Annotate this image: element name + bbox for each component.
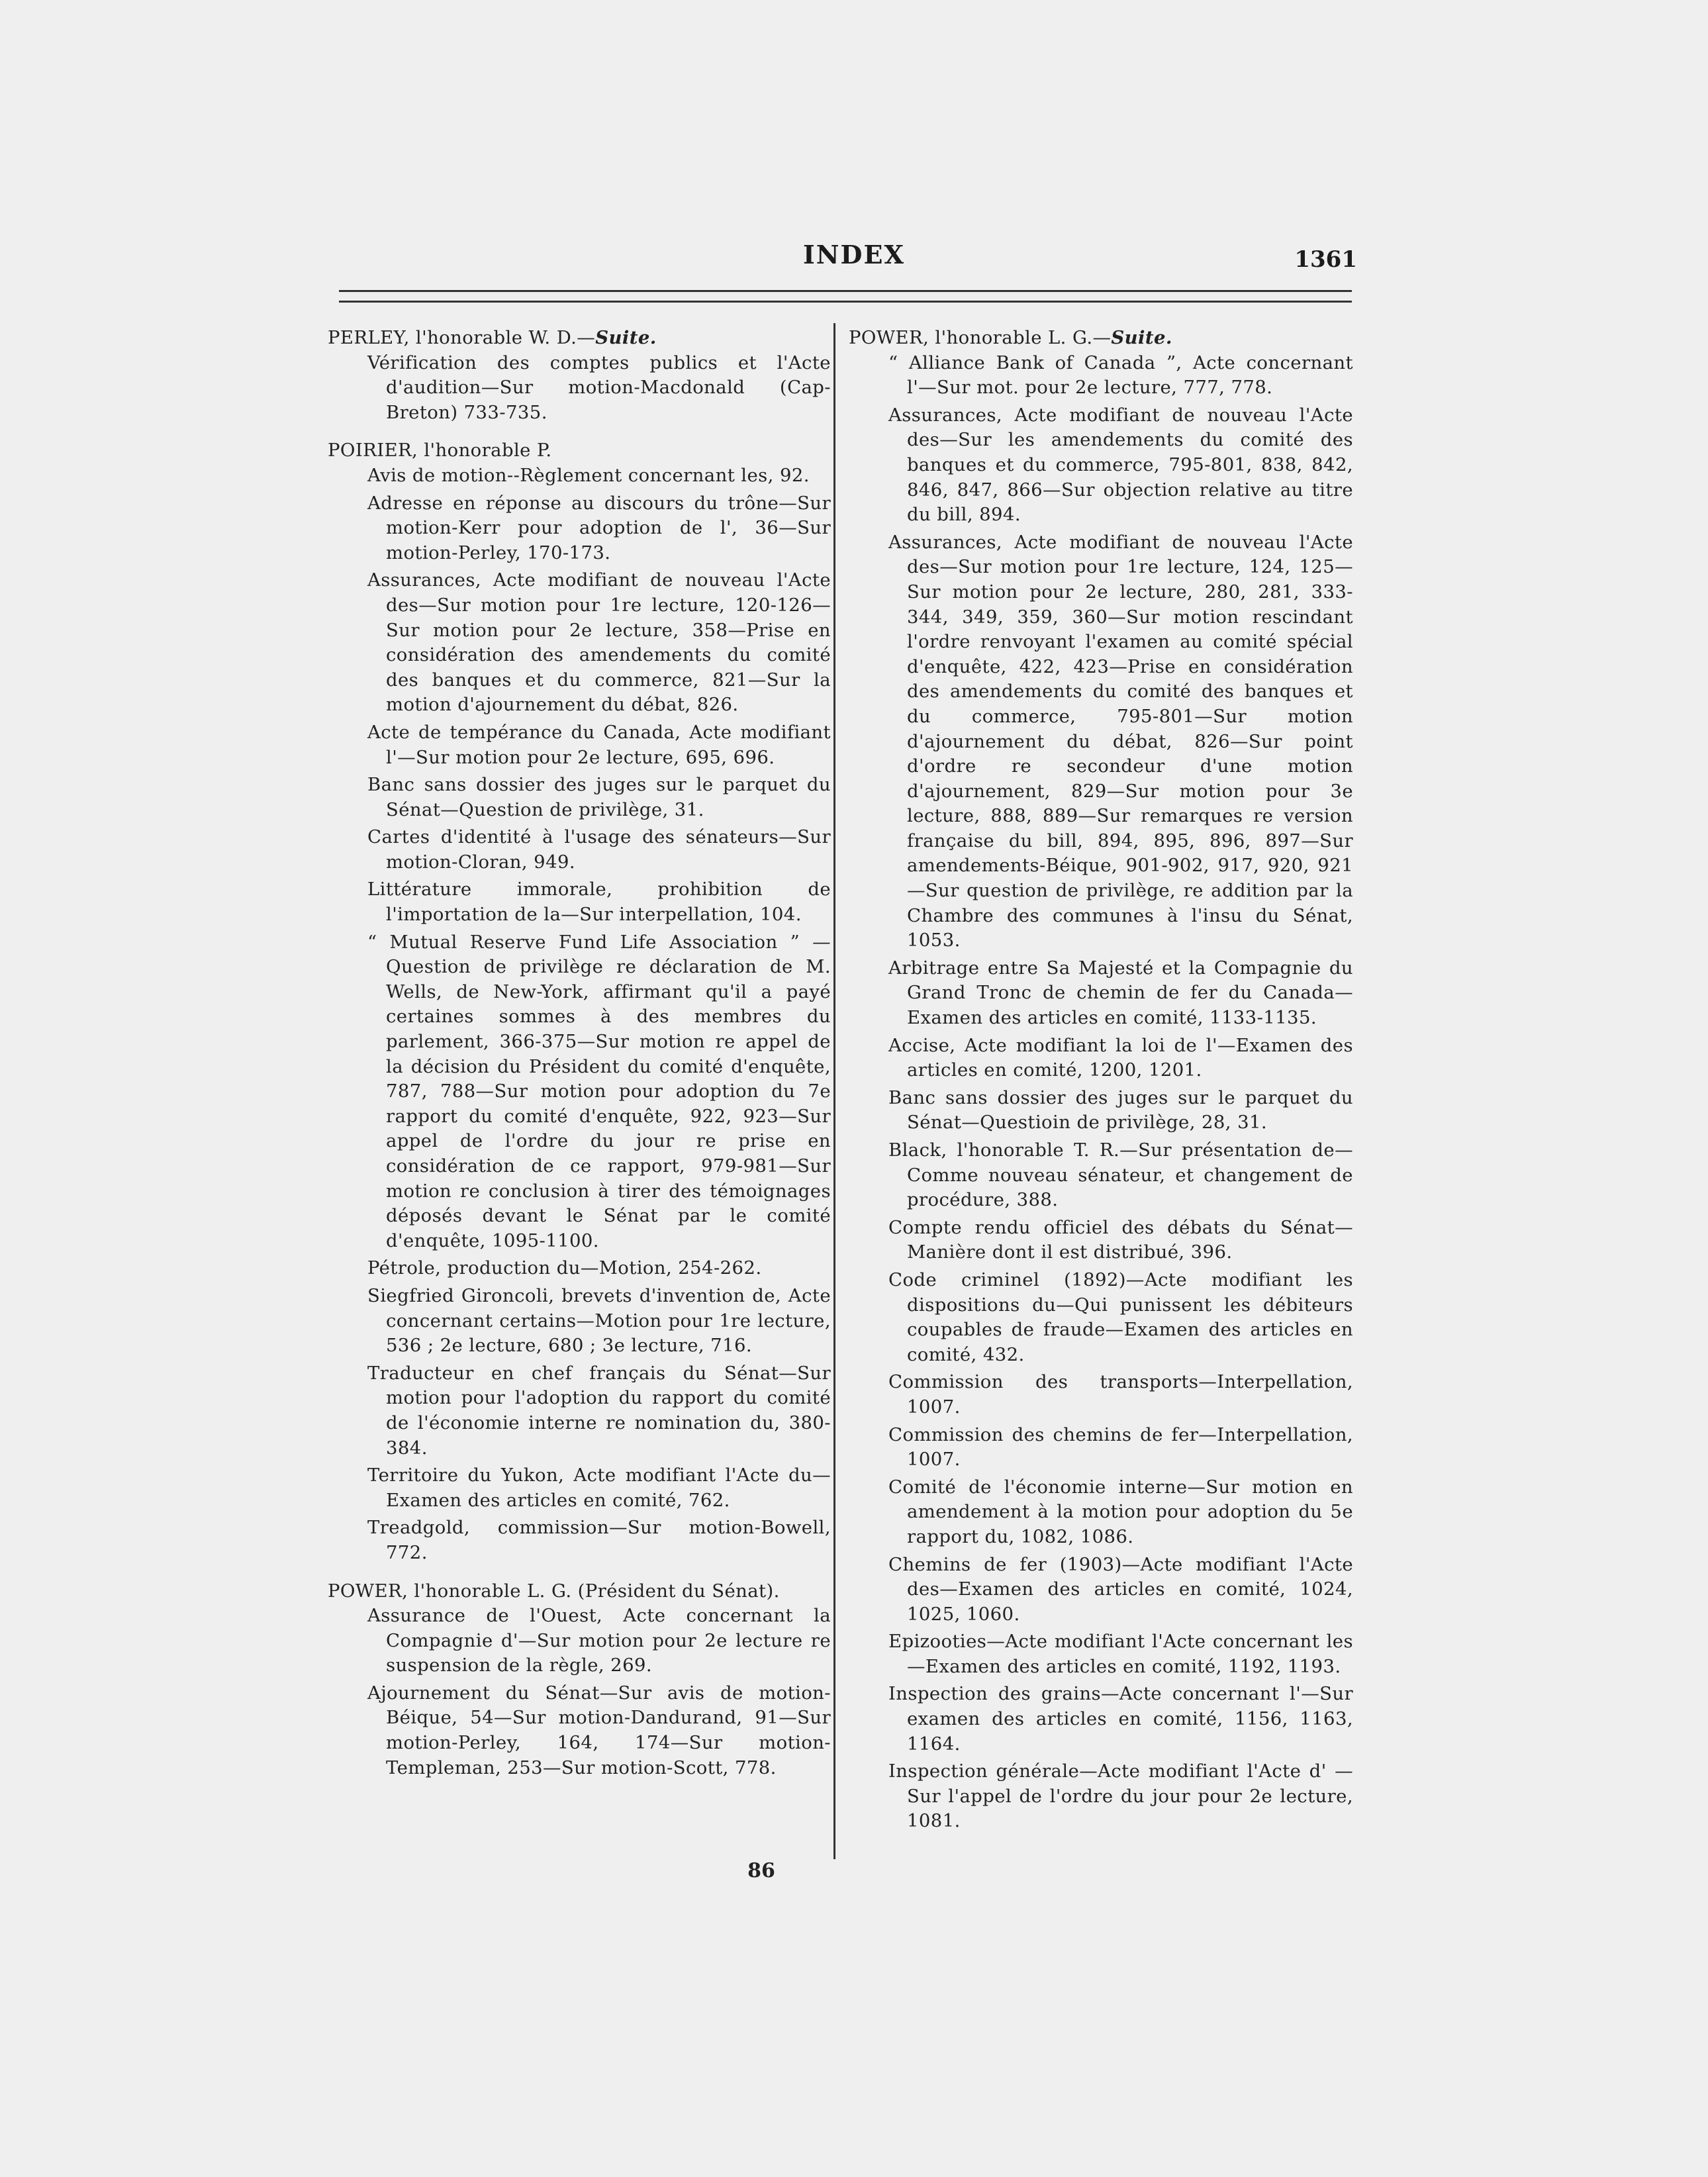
heading-suite: Suite.: [595, 327, 657, 348]
index-entry: Acte de tempérance du Canada, Acte modifiant l'—Sur motion pour 2e lecture, 695, 696.: [367, 721, 831, 768]
index-entry: Littérature immorale, prohibition de l'importation de la—Sur interpellation, 104.: [367, 879, 831, 926]
heading-name: PERLEY, l'honorable W. D.—: [328, 327, 596, 348]
index-entry: Inspection générale—Acte modifiant l'Acte d' —Sur l'appel de l'ordre du jour pour 2e lecture, 1081.: [888, 1761, 1353, 1832]
index-entry: Banc sans dossier des juges sur le parquet du Sénat—Question de privilège, 31.: [367, 774, 831, 820]
index-entry: Assurances, Acte modifiant de nouveau l'Acte des—Sur motion pour 1re lecture, 120-126—Sur motion pour 2e lecture, 358—Prise en considération des amendements du comité des banques et du commerce, 821—Sur la motion d'ajournement du débat, 826.: [367, 569, 831, 716]
index-entry: Treadgold, commission—Sur motion-Bowell, 772.: [367, 1517, 831, 1563]
heading-name: POWER, l'honorable L. G.—: [849, 327, 1112, 348]
index-entry: Arbitrage entre Sa Majesté et la Compagnie du Grand Tronc de chemin de fer du Canada—Examen des articles en comité, 1133-1135.: [888, 957, 1353, 1029]
heading-name: POIRIER, l'honorable P.: [328, 440, 552, 461]
left-column: [328, 326, 831, 1780]
index-entry: “ Mutual Reserve Fund Life Association ” —Question de privilège re déclaration de M. Wells, de New-York, affirmant qu'il a payé certaines sommes à des membres du parlement, 366-375—Sur motion re appel de la décision du Président du comité d'enquête, 787, 788—Sur motion pour adoption du 7e rapport du comité d'enquête, 922, 923—Sur appel de l'ordre du jour re prise en considération de ce rapport, 979-981—Sur motion re conclusion à tirer des témoignages déposés devant le Sénat par le comité d'enquête, 1095-1100.: [367, 931, 831, 1251]
index-entry: Siegfried Gironcoli, brevets d'invention de, Acte concernant certains—Motion pour 1re lecture, 536 ; 2e lecture, 680 ; 3e lecture, 716.: [367, 1284, 831, 1357]
index-entry: Comité de l'économie interne—Sur motion en amendement à la motion pour adoption du 5e rapport du, 1082, 1086.: [888, 1476, 1353, 1547]
index-entry: “ Alliance Bank of Canada ”, Acte concernant l'—Sur mot. pour 2e lecture, 777, 778.: [888, 352, 1353, 399]
index-entry: Vérification des comptes publics et l'Acte d'audition—Sur motion-Macdonald (Cap-Breton) 733-735.: [367, 352, 831, 423]
index-entry: Assurance de l'Ouest, Acte concernant la Compagnie d'—Sur motion pour 2e lecture re suspension de la règle, 269.: [367, 1605, 831, 1676]
page-title: INDEX: [803, 240, 905, 269]
index-heading: [328, 326, 831, 351]
header-rule-bottom: [339, 301, 1352, 303]
column-divider: [833, 323, 835, 1859]
index-entry: Banc sans dossier des juges sur le parquet du Sénat—Questioin de privilège, 28, 31.: [888, 1087, 1353, 1134]
heading-name: POWER, l'honorable L. G. (Président du Sénat).: [328, 1580, 780, 1602]
index-entry: Commission des chemins de fer—Interpellation, 1007.: [888, 1424, 1353, 1471]
index-entry: Traducteur en chef français du Sénat—Sur motion pour l'adoption du rapport du comité de l'économie interne re nomination du, 380-384.: [367, 1362, 831, 1459]
index-entry: Accise, Acte modifiant la loi de l'—Examen des articles en comité, 1200, 1201.: [888, 1034, 1353, 1081]
right-column: [849, 326, 1353, 1834]
index-heading: [849, 326, 1353, 351]
index-entry: Ajournement du Sénat—Sur avis de motion-Béique, 54—Sur motion-Dandurand, 91—Sur motion-Perley, 164, 174—Sur motion-Templeman, 253—Sur motion-Scott, 778.: [367, 1682, 831, 1778]
heading-suite: Suite.: [1111, 327, 1172, 348]
index-entry: Compte rendu officiel des débats du Sénat—Manière dont il est distribué, 396.: [888, 1216, 1353, 1263]
index-entry: Cartes d'identité à l'usage des sénateurs—Sur motion-Cloran, 949.: [367, 826, 831, 873]
index-entry: Black, l'honorable T. R.—Sur présentation de—Comme nouveau sénateur, et changement de procédure, 388.: [888, 1139, 1353, 1211]
index-entry: Epizooties—Acte modifiant l'Acte concernant les—Examen des articles en comité, 1192, 1193.: [888, 1631, 1353, 1677]
index-entry: Assurances, Acte modifiant de nouveau l'Acte des—Sur motion pour 1re lecture, 124, 125—Sur motion pour 2e lecture, 280, 281, 333-344, 349, 359, 360—Sur motion rescindant l'ordre renvoyant l'examen au comité spécial d'enquête, 422, 423—Prise en considération des amendements du comité des banques et du commerce, 795-801—Sur motion d'ajournement du débat, 826—Sur point d'ordre re secondeur d'une motion d'ajournement, 829—Sur motion pour 3e lecture, 888, 889—Sur remarques re version française du bill, 894, 895, 896, 897—Sur amendements-Béique, 901-902, 917, 920, 921—Sur question de privilège, re addition par la Chambre des communes à l'insu du Sénat, 1053.: [888, 531, 1353, 951]
index-entry: Inspection des grains—Acte concernant l'—Sur examen des articles en comité, 1156, 1163, 1164.: [888, 1683, 1353, 1755]
index-heading: [328, 438, 831, 463]
index-entry: Chemins de fer (1903)—Acte modifiant l'Acte des—Examen des articles en comité, 1024, 1025, 1060.: [888, 1553, 1353, 1625]
index-entry: Commission des transports—Interpellation, 1007.: [888, 1371, 1353, 1418]
index-heading: [328, 1579, 831, 1604]
index-entry: Adresse en réponse au discours du trône—Sur motion-Kerr pour adoption de l', 36—Sur motion-Perley, 170-173.: [367, 492, 831, 563]
index-entry: Avis de motion--Règlement concernant les, 92.: [367, 464, 810, 486]
index-entry: Assurances, Acte modifiant de nouveau l'Acte des—Sur les amendements du comité des banques et du commerce, 795-801, 838, 842, 846, 847, 866—Sur objection relative au titre du bill, 894.: [888, 404, 1353, 526]
index-entry: Territoire du Yukon, Acte modifiant l'Acte du—Examen des articles en comité, 762.: [367, 1465, 831, 1511]
header-rule-top: [339, 290, 1352, 292]
index-entry: Code criminel (1892)—Acte modifiant les dispositions du—Qui punissent les débiteurs coupables de fraude—Examen des articles en comité, 432.: [888, 1269, 1353, 1365]
folio-number: 86: [747, 1859, 775, 1882]
page-number: 1361: [1294, 246, 1357, 273]
index-entry: Pétrole, production du—Motion, 254-262.: [367, 1257, 762, 1279]
